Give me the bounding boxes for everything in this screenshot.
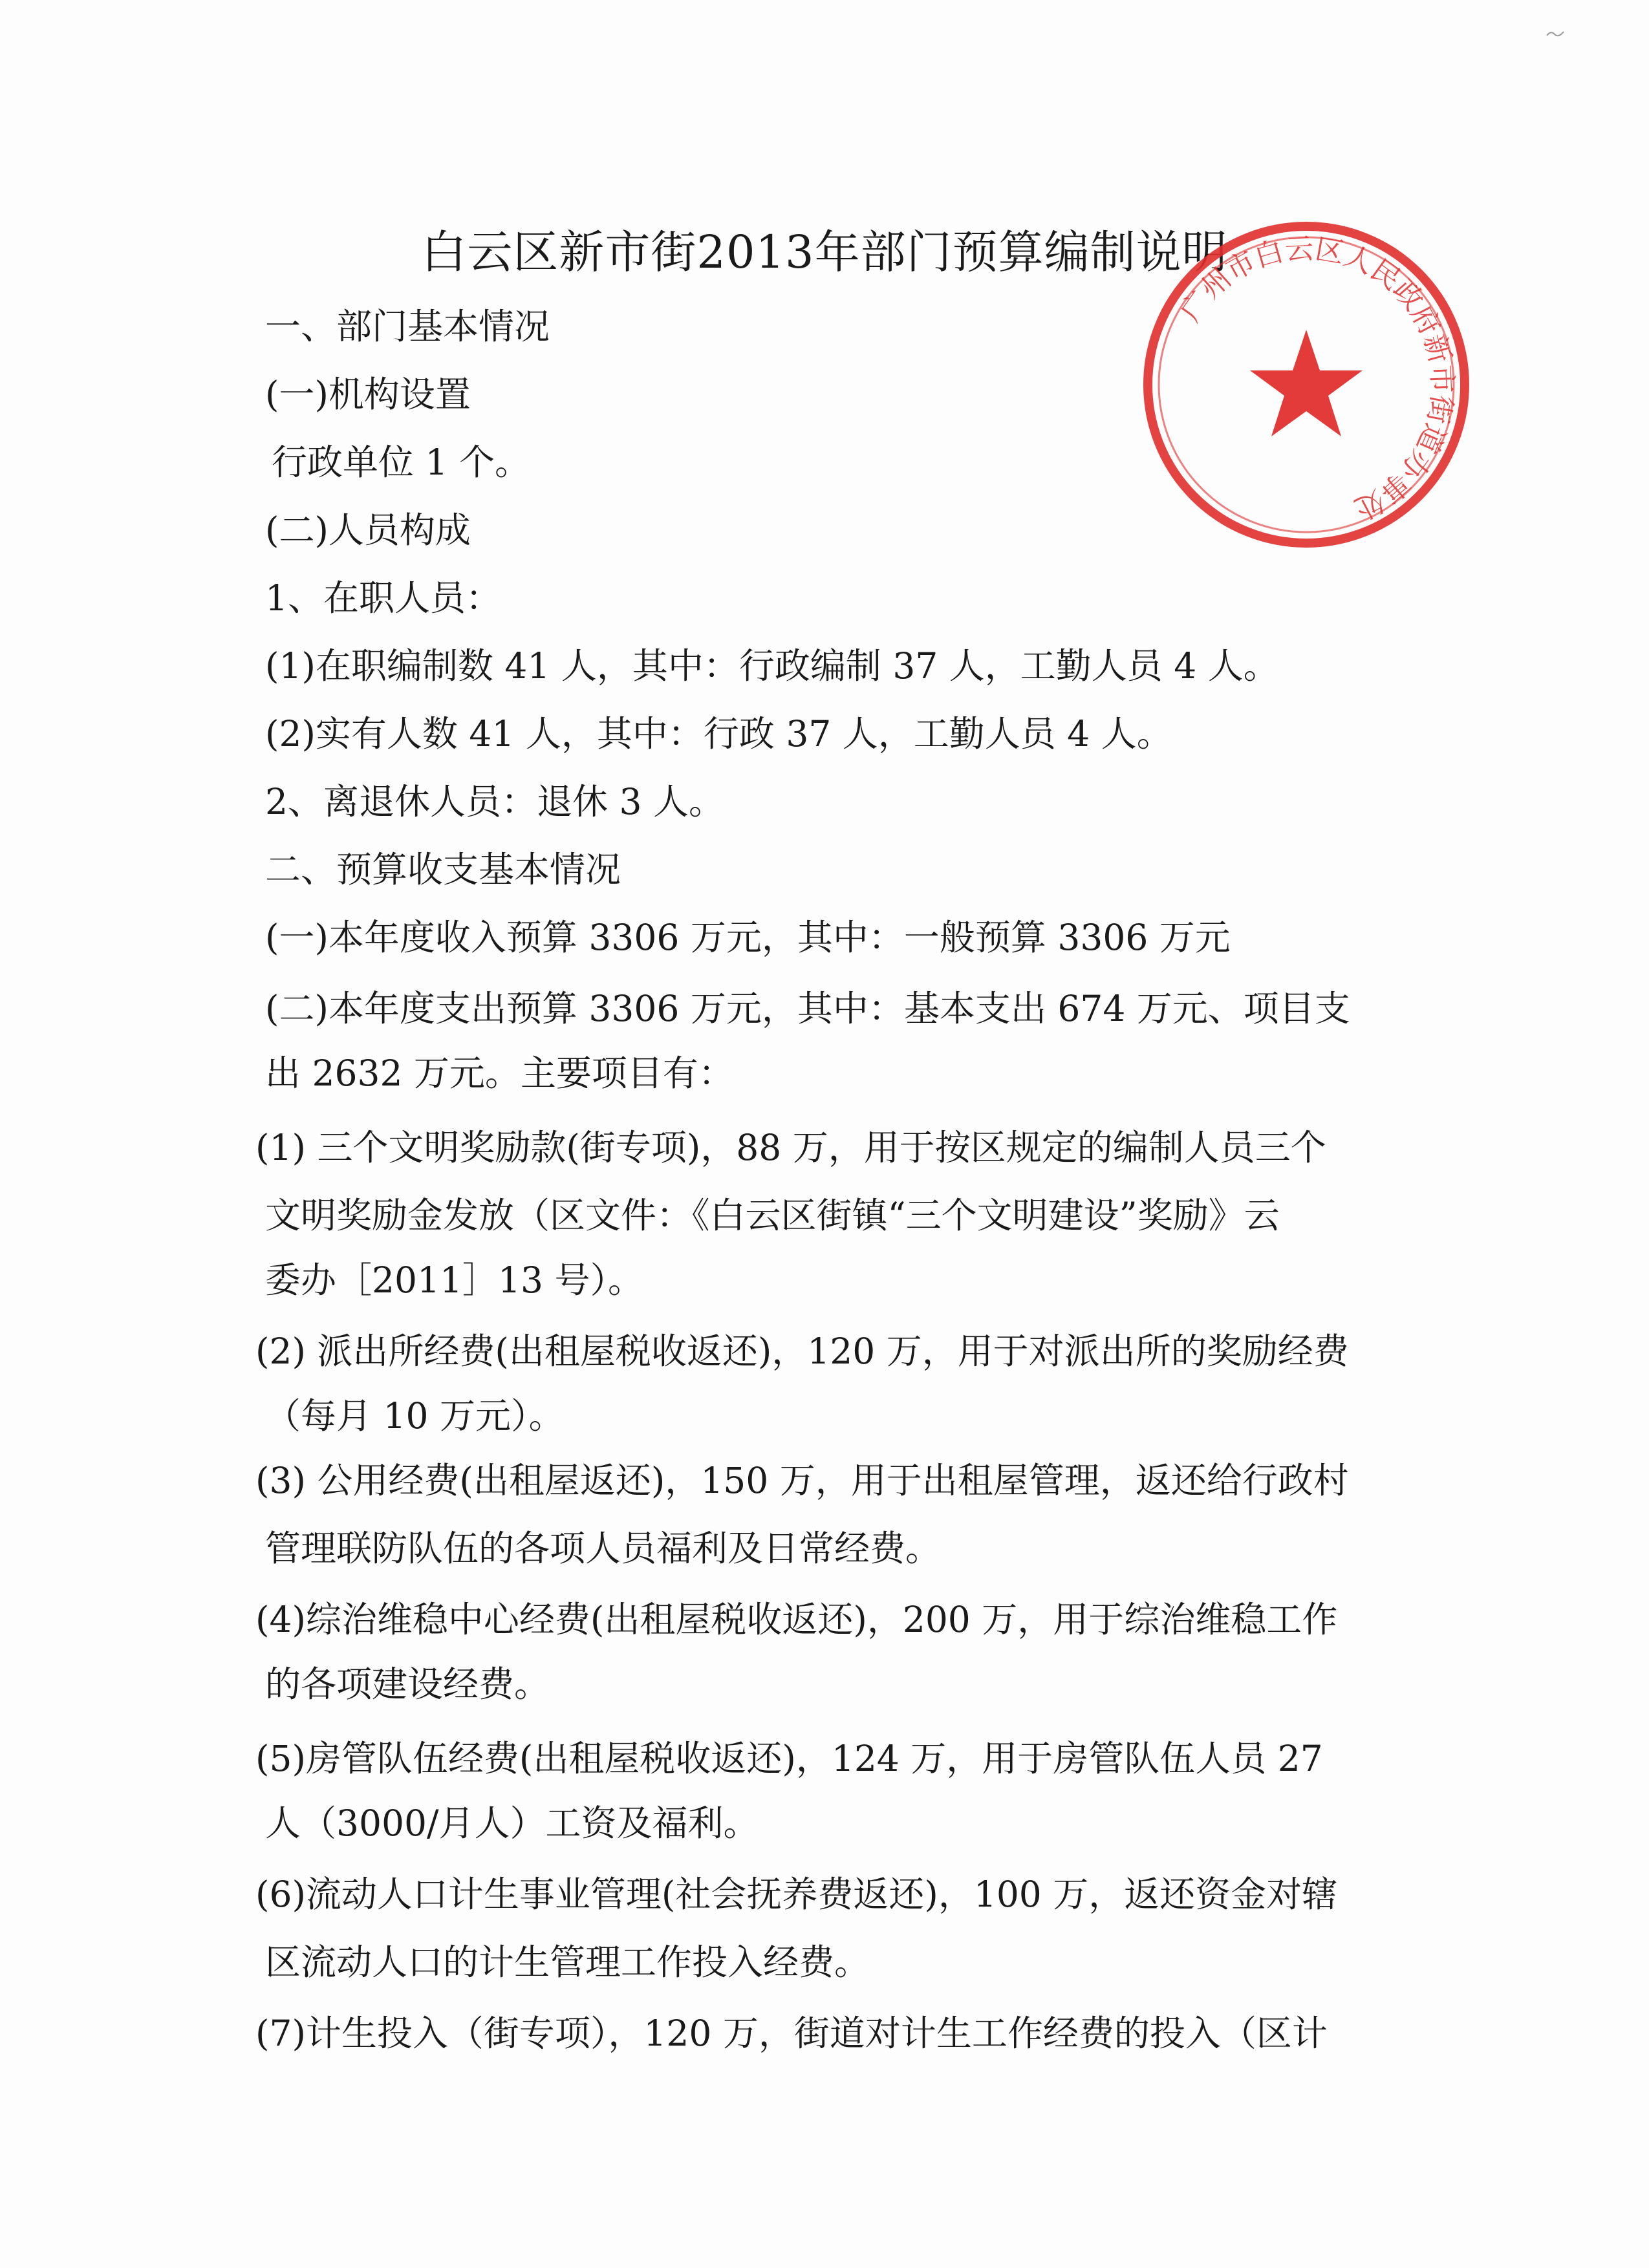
seal-text: 广州市白云区人民政府新市街道办事处 [1174,232,1459,526]
paragraph-line: 出 2632 万元。主要项目有： [265,1053,734,1094]
paragraph-line: 行政单位 1 个。 [272,442,530,483]
seal-graphic [1138,217,1474,553]
list-item-line: (4)综治维稳中心经费(出租屋税收返还)，200 万，用于综治维稳工作 [255,1599,1338,1640]
scan-mark-icon [1546,29,1565,38]
list-item-line: (3) 公用经费(出租屋返还)，150 万，用于出租屋管理，返还给行政村 [255,1460,1349,1501]
list-item-line: 人（3000/月人）工资及福利。 [265,1803,759,1844]
paragraph-line: 2、离退休人员：退休 3 人。 [265,781,724,822]
subheading-1-2: (二)人员构成 [265,509,471,551]
paragraph-line: 1、在职人员： [265,577,501,619]
list-item-line: 区流动人口的计生管理工作投入经费。 [265,1942,870,1983]
document-title: 白云区新市街2013年部门预算编制说明 [421,226,1228,279]
list-item-line: (6)流动人口计生事业管理(社会抚养费返还)，100 万，返还资金对辖 [255,1874,1338,1915]
list-item-line: 委办［2011］13 号）。 [265,1259,643,1301]
section-heading-2: 二、预算收支基本情况 [265,849,621,890]
subheading-1-1: (一)机构设置 [265,374,471,415]
list-item-line: (1) 三个文明奖励款(街专项)，88 万，用于按区规定的编制人员三个 [255,1127,1326,1168]
list-item-line: 文明奖励金发放（区文件：《白云区街镇“三个文明建设”奖励》云 [265,1195,1280,1236]
list-item-line: （每月 10 万元）。 [265,1395,565,1437]
paragraph-line: (二)本年度支出预算 3306 万元，其中：基本支出 674 万元、项目支 [265,988,1350,1029]
list-item-line: (2) 派出所经费(出租屋税收返还)，120 万，用于对派出所的奖励经费 [255,1331,1349,1372]
list-item-line: (7)计生投入（街专项），120 万，街道对计生工作经费的投入（区计 [255,2013,1328,2054]
list-item-line: 的各项建设经费。 [265,1664,550,1705]
paragraph-line: (一)本年度收入预算 3306 万元，其中：一般预算 3306 万元 [265,917,1231,958]
section-heading-1: 一、部门基本情况 [265,306,550,347]
paragraph-line: (2)实有人数 41 人，其中：行政 37 人，工勤人员 4 人。 [265,713,1172,754]
official-seal [1138,217,1474,553]
paragraph-line: (1)在职编制数 41 人，其中：行政编制 37 人，工勤人员 4 人。 [265,645,1279,687]
list-item-line: 管理联防队伍的各项人员福利及日常经费。 [265,1528,942,1569]
list-item-line: (5)房管队伍经费(出租屋税收返还)，124 万，用于房管队伍人员 27 [255,1738,1323,1779]
seal-star-icon [1250,330,1363,436]
